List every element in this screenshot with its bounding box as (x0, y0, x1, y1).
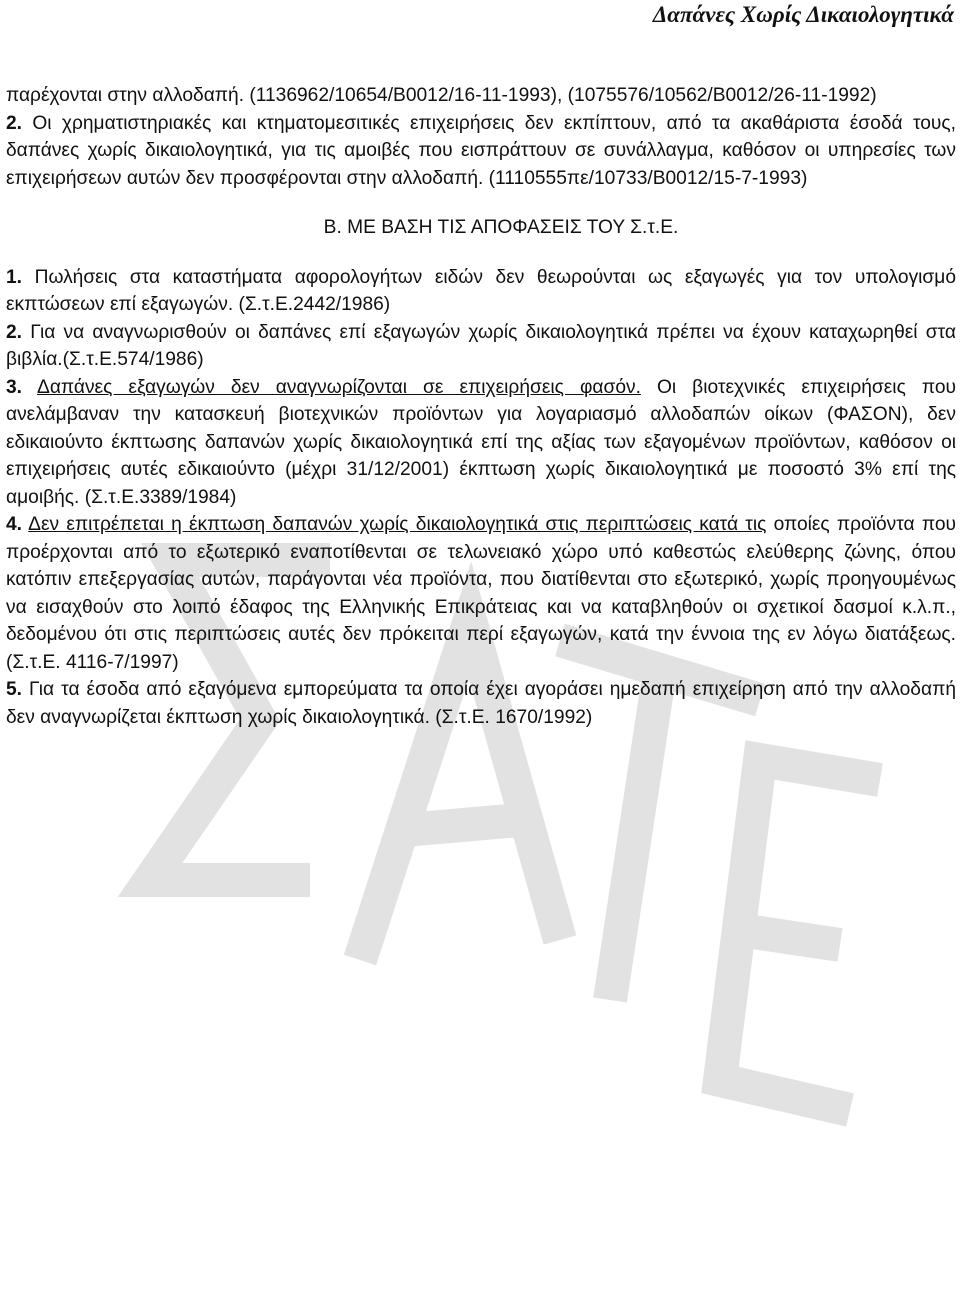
paragraph-intro-1: παρέχονται στην αλλοδαπή. (1136962/10654/Β0012/16-11-1993), (1075576/10562/Β0012/26-11-1992) (6, 85, 877, 106)
item-text: οποίες προϊόντα που προέρχονται από το εξωτερικό εναποτίθενται σε τελωνειακό χώρο υπό καθεστώς ελεύθερης ζώνης, όπου κατόπιν επεξεργασίας αυτών, παράγονται νέα προϊόντα, που διατίθενται στο εξωτερικό, χωρίς προηγουμένως να εισαχθούν στο λοιπό έδαφος της Ελληνικής Επικράτειας και να καταβληθούν οι σχετικοί δασμοί κ.λ.π., δεδομένου ότι στις περιπτώσεις αυτές δεν πρόκειται περί εξαγωγών, κατά την έννοια της εν λόγω διατάξεως. (Σ.τ.Ε. 4116-7/1997) (6, 514, 956, 673)
page-header-title: Δαπάνες Χωρίς Δικαιολογητικά (652, 2, 954, 27)
item-number: 5. (6, 679, 23, 700)
list-item-3 (6, 374, 956, 512)
section-heading: Β. ΜΕ ΒΑΣΗ ΤΙΣ ΑΠΟΦΑΣΕΙΣ ΤΟΥ Σ.τ.Ε. (323, 217, 679, 238)
item-text: Πωλήσεις στα καταστήματα αφορολογήτων ειδών δεν θεωρούνται ως εξαγωγές για τον υπολογισμό εκπτώσεων επί εξαγωγών. (Σ.τ.Ε.2442/1986) (6, 266, 956, 315)
item-number: 2. (6, 112, 23, 134)
item-title: Δαπάνες εξαγωγών δεν αναγνωρίζονται σε επιχειρήσεις φασόν. (37, 376, 641, 398)
list-item-2 (6, 319, 956, 374)
item-text: Για τα έσοδα από εξαγόμενα εμπορεύματα τα οποία έχει αγοράσει ημεδαπή επιχείρηση από την αλλοδαπή δεν αναγνωρίζεται έκπτωση χωρίς δικαιολογητικά. (Σ.τ.Ε. 1670/1992) (6, 679, 956, 728)
list-item-5 (6, 676, 956, 731)
list-item-4 (6, 511, 956, 676)
item-text: Για να αναγνωρισθούν οι δαπάνες επί εξαγωγών χωρίς δικαιολογητικά πρέπει να έχουν καταχωρηθεί στα βιβλία.(Σ.τ.Ε.574/1986) (6, 321, 956, 370)
item-number: 4. (6, 514, 23, 535)
item-title: Δεν επιτρέπεται η έκπτωση δαπανών χωρίς δικαιολογητικά στις περιπτώσεις κατά τις (28, 514, 767, 535)
item-text: Οι χρηματιστηριακές και κτηματομεσιτικές επιχειρήσεις δεν εκπίπτουν, από τα ακαθάριστα έσοδά τους, δαπάνες χωρίς δικαιολογητικά, για τις αμοιβές που εισπράττουν σε συνάλλαγμα, καθόσον οι υπηρεσίες των επιχειρήσεων αυτών δεν προσφέρονται στην αλλοδαπή. (1110555πε/10733/Β0012/15-7-1993) (6, 112, 956, 189)
list-item-1 (6, 264, 956, 319)
item-number: 3. (6, 376, 23, 398)
document-body (6, 82, 956, 731)
item-text: Οι βιοτεχνικές επιχειρήσεις που ανελάμβαναν την κατασκευή βιοτεχνικών προϊόντων για λογαριασμό αλλοδαπών οίκων (ΦΑΣΟΝ), δεν εδικαιούντο έκπτωσης δαπανών χωρίς δικαιολογητικά επί της αξίας των εξαγομένων προϊόντων, καθόσον οι επιχειρήσεις αυτές εδικαιούντο (μέχρι 31/12/2001) έκπτωση χωρίς δικαιολογητικά με ποσοστό 3% επί της αμοιβής. (Σ.τ.Ε.3389/1984) (6, 376, 956, 508)
paragraph-intro-2 (6, 110, 956, 193)
item-number: 2. (6, 321, 23, 343)
item-number: 1. (6, 266, 23, 288)
